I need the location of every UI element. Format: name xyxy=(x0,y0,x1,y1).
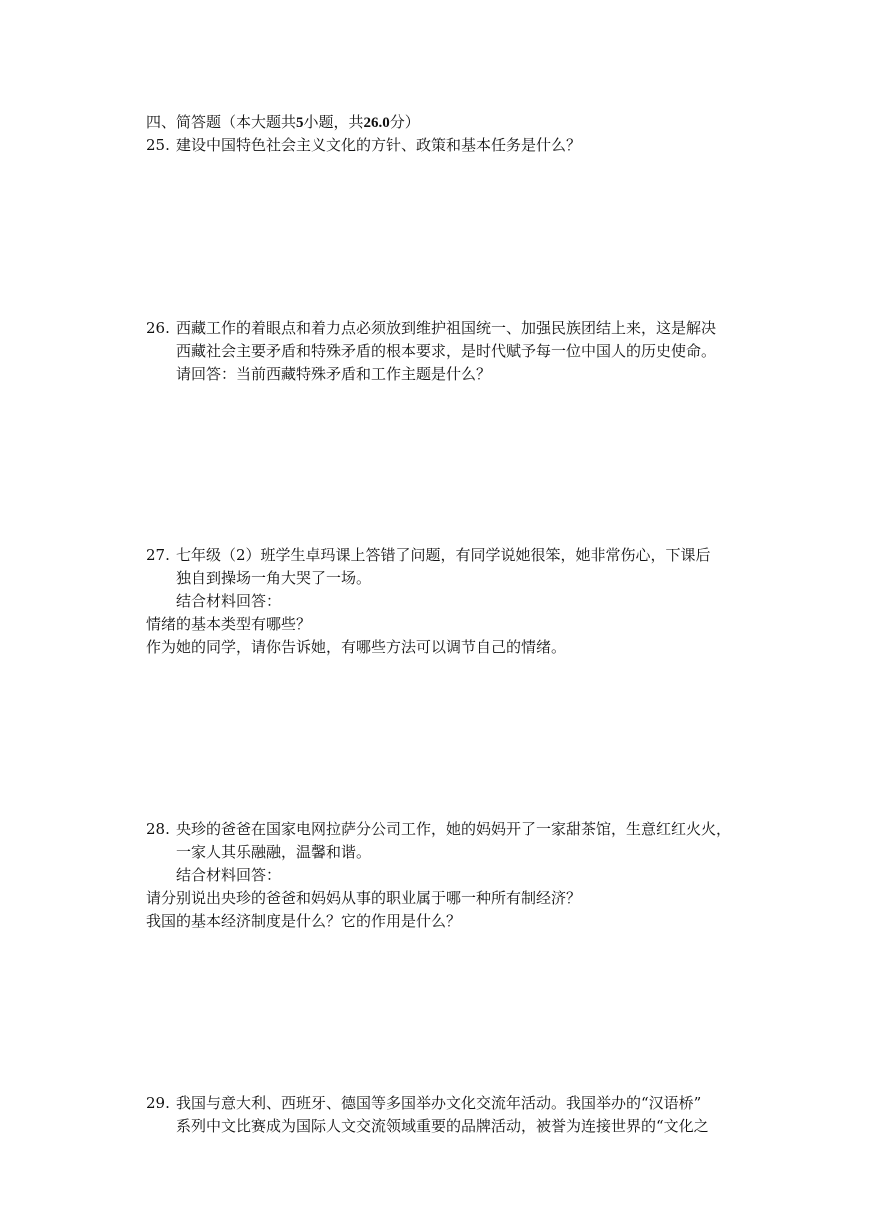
question-text: 央珍的爸爸在国家电网拉萨分公司工作，她的妈妈开了一家甜茶馆，生意红红火火， xyxy=(176,820,732,838)
question-26-line-1 xyxy=(146,319,716,337)
question-text: 西藏社会主要矛盾和特殊矛盾的根本要求，是时代赋予每一位中国人的历史使命。 xyxy=(176,342,717,360)
question-27-line-1 xyxy=(146,546,711,564)
question-28-line-1 xyxy=(146,820,731,838)
sub-question-1: 请分别说出央珍的爸爸和妈妈从事的职业属于哪一种所有制经济？ xyxy=(146,889,582,907)
section-heading-middle: 小题，共 xyxy=(303,113,364,131)
sub-question-2: 我国的基本经济制度是什么？它的作用是什么？ xyxy=(146,912,462,930)
question-number: 28. xyxy=(146,820,170,838)
question-text: 西藏工作的着眼点和着力点必须放到维护祖国统一、加强民族团结上来，这是解决 xyxy=(176,319,717,337)
total-score: 26.0 xyxy=(363,115,390,131)
question-prompt: 结合材料回答： xyxy=(176,592,282,610)
question-number: 26. xyxy=(146,319,170,337)
sub-question-2: 作为她的同学，请你告诉她，有哪些方法可以调节自己的情绪。 xyxy=(146,638,567,656)
question-text: 建设中国特色社会主义文化的方针、政策和基本任务是什么？ xyxy=(176,136,582,154)
question-text: 七年级（2）班学生卓玛课上答错了问题，有同学说她很笨，她非常伤心，下课后 xyxy=(176,546,711,564)
question-prompt: 结合材料回答： xyxy=(176,866,282,884)
section-heading-prefix: 四、简答题（本大题共 xyxy=(146,113,297,131)
question-prompt: 请回答：当前西藏特殊矛盾和工作主题是什么？ xyxy=(176,365,492,383)
question-29-line-1 xyxy=(146,1094,701,1112)
section-heading-suffix: 分） xyxy=(389,113,420,131)
question-25-line-1 xyxy=(146,136,581,154)
sub-question-1: 情绪的基本类型有哪些？ xyxy=(146,615,312,633)
question-number: 27. xyxy=(146,546,170,564)
question-text: 独自到操场一角大哭了一场。 xyxy=(176,569,372,587)
question-number: 29. xyxy=(146,1094,170,1112)
section-heading xyxy=(146,113,420,132)
question-count: 5 xyxy=(296,115,304,131)
question-text: 系列中文比赛成为国际人文交流领域重要的品牌活动，被誉为连接世界的“文化之 xyxy=(176,1117,709,1135)
question-text: 一家人其乐融融，温馨和谐。 xyxy=(176,843,372,861)
question-text: 我国与意大利、西班牙、德国等多国举办文化交流年活动。我国举办的“汉语桥” xyxy=(176,1094,702,1112)
question-number: 25. xyxy=(146,136,170,154)
